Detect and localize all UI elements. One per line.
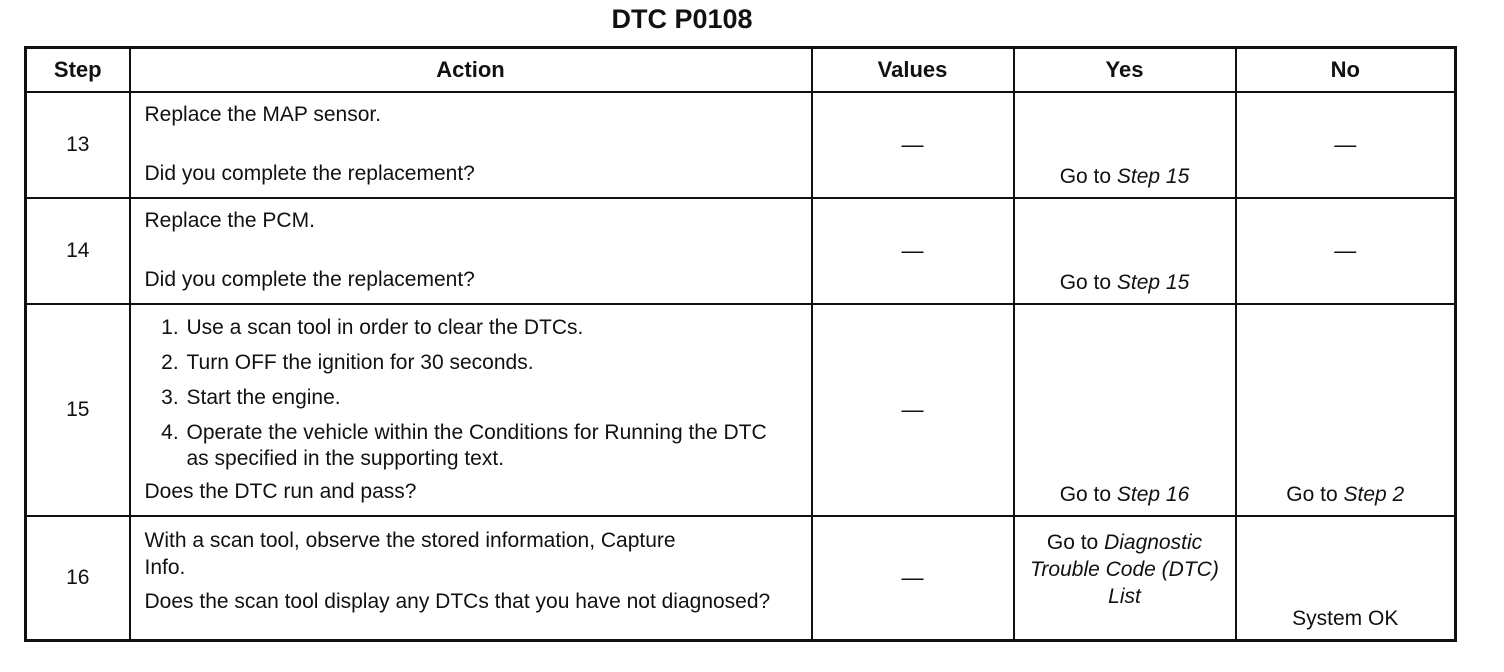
header-step: Step [26, 48, 130, 93]
action-question: Does the DTC run and pass? [144, 480, 417, 503]
values-cell: — [812, 198, 1014, 304]
page-title: DTC P0108 [611, 4, 753, 34]
table-row [26, 516, 1456, 640]
action-question: Did you complete the replacement? [144, 162, 475, 185]
table-row [26, 198, 1456, 304]
action-cell [130, 304, 812, 516]
step-number: 14 [26, 198, 130, 304]
no-cell: System OK [1236, 516, 1456, 640]
action-instruction: Replace the PCM. [144, 209, 315, 232]
table-row [26, 304, 1456, 516]
yes-prefix: Go to [1059, 165, 1117, 188]
header-values: Values [812, 48, 1014, 93]
values-cell: — [812, 92, 1014, 198]
action-question: Did you complete the replacement? [144, 268, 475, 291]
action-cell [130, 92, 812, 198]
action-cell [130, 198, 812, 304]
yes-cell [1014, 516, 1236, 640]
yes-prefix: Go to [1059, 271, 1117, 294]
table-row [26, 92, 1456, 198]
yes-cell [1014, 198, 1236, 304]
substep-item: 1. Use a scan tool in order to clear the DTCs. [185, 315, 801, 341]
no-prefix: Go to [1286, 483, 1344, 506]
action-instruction: Replace the MAP sensor. [144, 103, 382, 126]
step-number: 16 [26, 516, 130, 640]
yes-step-link[interactable]: Step 15 [1116, 271, 1190, 294]
action-instruction: With a scan tool, observe the stored information, Capture Info. [144, 529, 676, 579]
no-cell: — [1236, 198, 1456, 304]
substep-item: 4. Operate the vehicle within the Conditions for Running the DTC as specified in the supporting text. [185, 420, 787, 472]
yes-step-link[interactable]: Step 15 [1116, 165, 1190, 188]
substep-list [145, 315, 801, 472]
substep-item: 3. Start the engine. [185, 385, 801, 411]
yes-prefix: Go to [1046, 531, 1105, 554]
values-cell: — [812, 304, 1014, 516]
no-step-link[interactable]: Step 2 [1343, 483, 1405, 506]
table-header-row [26, 48, 1456, 93]
yes-dtc-list-link[interactable]: Diagnostic Trouble Code (DTC) List [1030, 531, 1219, 608]
action-question: Does the scan tool display any DTCs that you have not diagnosed? [144, 590, 771, 613]
step-number: 13 [26, 92, 130, 198]
no-cell [1236, 304, 1456, 516]
header-no: No [1236, 48, 1456, 93]
action-cell [130, 516, 812, 640]
yes-cell [1014, 92, 1236, 198]
yes-step-link[interactable]: Step 16 [1116, 483, 1190, 506]
step-number: 15 [26, 304, 130, 516]
no-cell: — [1236, 92, 1456, 198]
yes-cell [1014, 304, 1236, 516]
yes-prefix: Go to [1059, 483, 1117, 506]
substep-item: 2. Turn OFF the ignition for 30 seconds. [185, 350, 801, 376]
header-yes: Yes [1014, 48, 1236, 93]
header-action: Action [130, 48, 812, 93]
diagnostic-table [24, 46, 1457, 642]
values-cell: — [812, 516, 1014, 640]
